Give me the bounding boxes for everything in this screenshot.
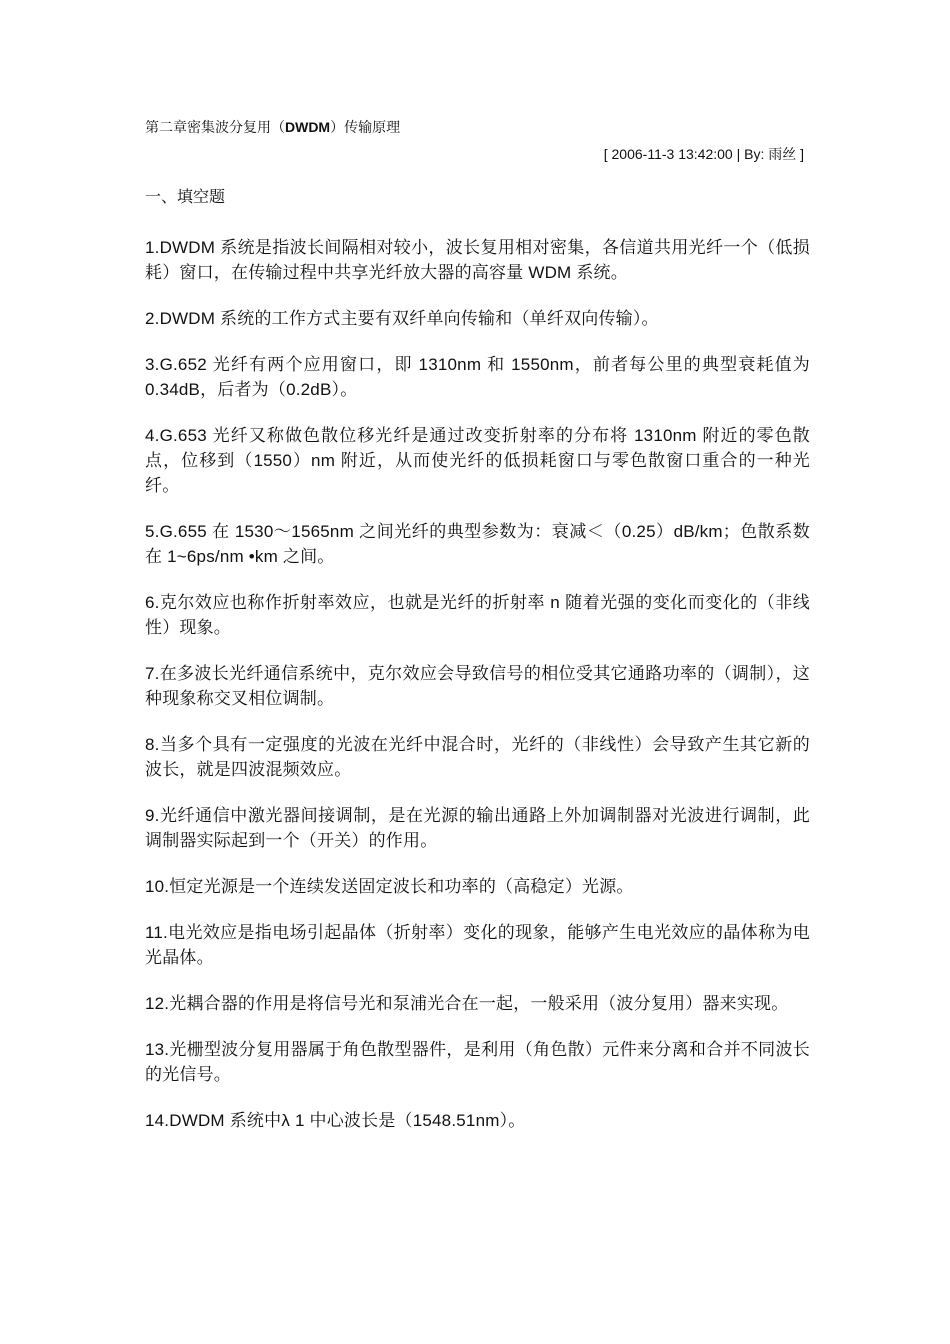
question-item: 14.DWDM 系统中λ 1 中心波长是（1548.51nm）。	[145, 1111, 526, 1130]
question-list	[145, 235, 810, 1133]
question-item: 4.G.653 光纤又称做色散位移光纤是通过改变折射率的分布将 1310nm 附近的零色散点，位移到（1550）nm 附近，从而使光纤的低损耗窗口与零色散窗口重合的一种光纤。	[145, 426, 810, 495]
question-item: 6.克尔效应也称作折射率效应，也就是光纤的折射率 n 随着光强的变化而变化的（非线性）现象。	[145, 593, 810, 637]
question-item: 13.光栅型波分复用器属于角色散型器件，是利用（角色散）元件来分离和合并不同波长的光信号。	[145, 1040, 810, 1084]
question-item: 2.DWDM 系统的工作方式主要有双纤单向传输和（单纤双向传输）。	[145, 309, 659, 328]
question-item: 5.G.655 在 1530～1565nm 之间光纤的典型参数为：衰减＜（0.25）dB/km；色散系数在 1~6ps/nm •km 之间。	[145, 522, 810, 566]
title-suffix: ）传输原理	[330, 120, 401, 136]
question-item: 11.电光效应是指电场引起晶体（折射率）变化的现象，能够产生电光效应的晶体称为电光晶体。	[145, 923, 810, 967]
question-item: 8.当多个具有一定强度的光波在光纤中混合时，光纤的（非线性）会导致产生其它新的波长，就是四波混频效应。	[145, 735, 810, 779]
post-meta: [ 2006-11-3 13:42:00 | By: 雨丝 ]	[603, 146, 804, 162]
title-bold-acronym: DWDM	[285, 119, 331, 135]
question-item: 3.G.652 光纤有两个应用窗口，即 1310nm 和 1550nm，前者每公里的典型衰耗值为 0.34dB，后者为（0.2dB）。	[145, 355, 810, 399]
section-heading: 一、填空题	[145, 187, 226, 206]
document-title	[145, 116, 810, 139]
title-prefix: 第二章密集波分复用（	[145, 120, 285, 136]
question-item: 7.在多波长光纤通信系统中，克尔效应会导致信号的相位受其它通路功率的（调制），这种现象称交叉相位调制。	[145, 664, 810, 708]
question-item: 9.光纤通信中激光器间接调制，是在光源的输出通路上外加调制器对光波进行调制，此调制器实际起到一个（开关）的作用。	[145, 806, 810, 850]
question-item: 1.DWDM 系统是指波长间隔相对较小，波长复用相对密集，各信道共用光纤一个（低损耗）窗口，在传输过程中共享光纤放大器的高容量 WDM 系统。	[145, 238, 810, 282]
document-page	[145, 116, 810, 1154]
question-item: 10.恒定光源是一个连续发送固定波长和功率的（高稳定）光源。	[145, 877, 634, 896]
question-item: 12.光耦合器的作用是将信号光和泵浦光合在一起，一般采用（波分复用）器来实现。	[145, 994, 789, 1013]
